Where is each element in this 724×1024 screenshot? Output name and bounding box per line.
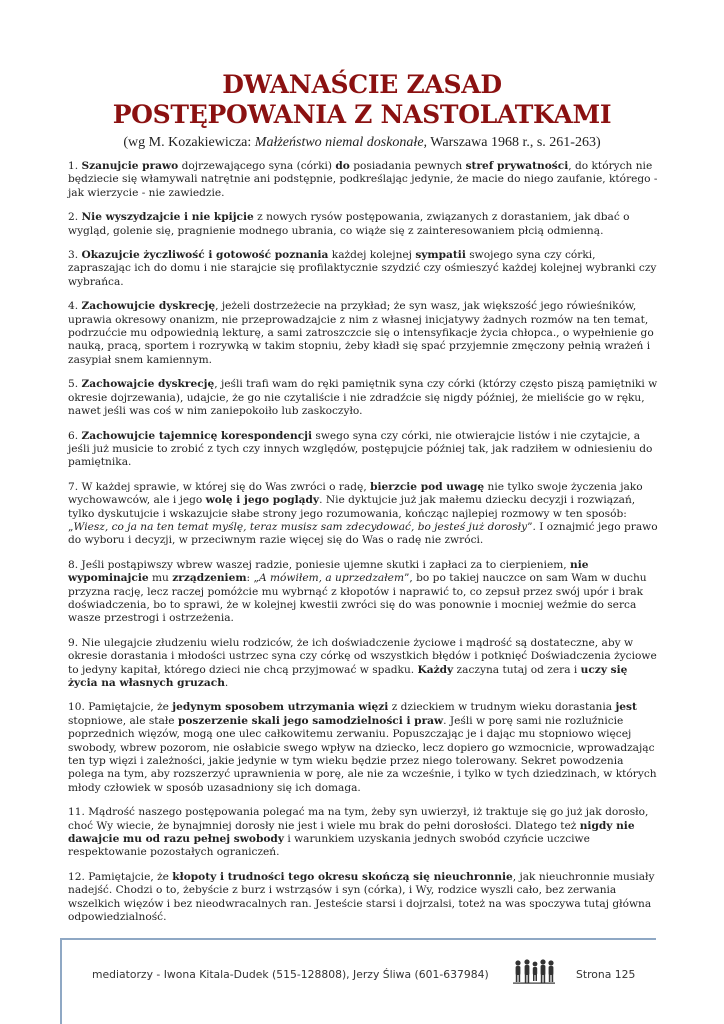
rule-text-segment: sympatii [415, 249, 466, 262]
rule-text-segment: jedynym sposobem utrzymania więzi [172, 701, 389, 714]
rule-12 [68, 871, 660, 925]
rule-text-segment: mu [148, 572, 173, 585]
rule-11 [68, 806, 660, 860]
rule-text-segment: każdej kolejnej [328, 249, 416, 262]
rule-text-segment: poszerzenie skali jego samodzielności i praw [177, 714, 444, 727]
rule-text-segment: jest [615, 701, 637, 714]
rule-text-segment: nie tylko swoje życzenia jako wychowawców, ale i jego [68, 480, 643, 507]
rule-text-segment: nie wypominajcie [68, 558, 589, 585]
rule-text-segment: nigdy nie dawajcie mu od razu pełnej swobody [68, 819, 635, 846]
rule-text-segment: 4. [68, 300, 82, 313]
footer-side-rule [60, 938, 62, 1024]
rule-text-segment: Nie wyszydzajcie i nie kpijcie [81, 211, 254, 224]
rule-text-segment: Szanujcie prawo [81, 160, 179, 172]
rule-text-segment: Wiesz, co ja na ten temat myślę, teraz musisz sam zdecydować, bo jesteś już dorosły [73, 520, 528, 533]
rule-text-segment: , jeśli trafi wam do ręki pamiętnik syna czy córki (którzy często piszą pamiętniki w okresie dojrzewania), udajcie, że go nie czytaliście i nie zdradźcie się nigdy później, że mieliście go w ręku, nawet jeśli was coś w nim zaniepokoiło lub zaskoczyło. [68, 378, 658, 418]
rule-text-segment: wolę i jego poglądy [205, 494, 320, 507]
page-title [40, 70, 684, 130]
rule-2 [68, 211, 660, 238]
rule-text-segment: do [335, 160, 350, 172]
rule-text-segment: 9. Nie ulegajcie złudzeniu wielu rodziców, że ich doświadczenie życiowe i mądrość są dostateczne, aby w okresie dorastania i młodości ustrzec syna czy córkę od wszystkich błędów i potknięć Doświadczenia życiowe to jedyny kapitał, którego dzieci nie chcą przyjmować w spadku. [68, 636, 657, 676]
citation-prefix: (wg M. Kozakiewicza: [123, 135, 255, 150]
rule-text-segment: stref prywatności [465, 160, 569, 172]
rule-text-segment: swego syna czy córki, nie otwierajcie listów i nie czytajcie, a jeśli już musicie to zrobić z tych czy innych względów, postępujcie później tak, jak radziłem w odniesieniu do pamiętnika. [68, 429, 653, 469]
rule-text-segment: 6. [68, 429, 82, 442]
rule-text-segment: Zachowujcie tajemnicę korespondencji [81, 429, 313, 442]
rule-text-segment: dojrzewającego syna (córki) [178, 160, 336, 172]
rule-text-segment: kłopoty i trudności tego okresu skończą się nieuchronnie [172, 870, 513, 883]
rule-text-segment: . Nie dyktujcie już jak małemu dziecku decyzji i rozwiązań, tylko dyskutujcie i wskazujcie słabe strony jego rozumowania, kończąc najlepiej rozmowy w ten sposób: „ [68, 494, 636, 533]
rule-text-segment: . [224, 677, 229, 689]
source-citation [40, 134, 684, 152]
rule-6 [68, 430, 660, 470]
rule-text-segment: . Jeśli w porę sami nie rozluźnicie poprzednich więzów, mogą one ulec całkowitemu zerwaniu. Popuszczając je i dając mu stopniowo więcej swobody, wbrew pozorom, nie osłabicie swego wpływ na dziecko, lecz dopiero go wzmocnicie, wprowadzając ten typ więzi i zależności, jakie jedynie w tym wieku będzie przez niego tolerowany. Sekret powodzenia polega na tym, aby rozszerzyć uprawnienia w porę, ale nie za wcześnie, i tylko w tych dziedzinach, w których młody człowiek w sposób uzasadniony się ich domaga. [68, 714, 657, 794]
rule-text-segment: , jeżeli dostrzeżecie na przykład; że syn wasz, jak większość jego rówieśników, uprawia okresowy onanizm, nie przeprowadzajcie z nim z własnej inicjatywy żadnych rozmów na ten temat, podrzućcie mu odpowiednią lekturę, a sami zatroszczcie się o intensyfikacje życia chłopca., o wypełnienie go nauką, pracą, sportem i rozrywką w takim stopniu, żeby kładł się spać przyjemnie zmęczony pełnią wrażeń i zasypiał snem kamiennym. [68, 300, 654, 366]
rule-8 [68, 559, 660, 626]
page-number: Strona 125 [576, 968, 636, 981]
rule-text-segment: i warunkiem uzyskania jednych swobód czyńcie uczciwe respektowanie pozostałych ograniczeń. [68, 833, 590, 859]
people-group-logo-icon [512, 957, 556, 985]
rule-text-segment: 11. Mądrość naszego postępowania polegać ma na tym, żeby syn uwierzył, iż traktuje się go już jak dorosło, choć Wy wiecie, że bynajmniej dorosły nie jest i wiele mu brak do pełni dorosłości. Dlatego też [68, 806, 649, 832]
rule-1 [68, 160, 660, 200]
rule-text-segment: swojego syna czy córki, zapraszając ich do domu i nie starajcie się profilaktycznie szydzić czy ośmieszyć każdej kolejnej wybranki czy wybrańca. [68, 249, 657, 288]
rule-text-segment: 8. Jeśli postąpiwszy wbrew waszej radzie, poniesie ujemne skutki i zapłaci za to cierpieniem, [68, 558, 571, 571]
rule-text-segment: , jak nieuchronnie musiały nadejść. Chodzi o to, żebyście z burz i wstrząsów i syn (córka), i Wy, rodzice wyszli cało, bez zerwania wszelkich więzów i bez nieodwracalnych ran. Jesteście starsi i dojrzalsi, toteż na was spoczywa tutaj główna odpowiedzialność. [68, 870, 655, 924]
rule-text-segment: 2. [68, 211, 82, 224]
rules-list [68, 160, 660, 936]
rule-text-segment: : „ [246, 572, 259, 585]
rule-text-segment: 5. [68, 378, 82, 391]
rule-text-segment: zrządzeniem [172, 572, 247, 585]
rule-9 [68, 637, 660, 691]
rule-text-segment: A mówiłem, a uprzedzałem [258, 572, 404, 585]
rule-3 [68, 249, 660, 289]
footer-contact: mediatorzy - Iwona Kitala-Dudek (515-128808), Jerzy Śliwa (601-637984) [92, 968, 489, 981]
rule-text-segment: posiadania pewnych [349, 160, 466, 172]
rule-text-segment: Zachowajcie dyskrecję [81, 378, 215, 391]
rule-text-segment: bierzcie pod uwagę [370, 480, 485, 493]
rule-text-segment: ”. I oznajmić jego prawo do wyboru i decyzji, w przeciwnym razie więcej się do Was o radę nie zwróci. [68, 520, 658, 547]
rule-text-segment: Zachowujcie dyskrecję [81, 300, 216, 313]
citation-suffix: Warszawa 1968 r., s. 261-263) [427, 135, 601, 150]
citation-book-title: Małżeństwo niemal doskonałe, [254, 135, 428, 150]
rule-text-segment: z dzieckiem w trudnym wieku dorastania [388, 701, 616, 714]
rule-text-segment: 1. [68, 160, 82, 172]
title-line-1: DWANAŚCIE ZASAD [222, 70, 502, 99]
rule-text-segment: Każdy [417, 663, 454, 676]
rule-text-segment: ”, bo po takiej nauczce on sam Wam w duchu przyzna rację, lecz raczej pomóżcie mu wybrnąć z kłopotów i naprawić to, co zepsuł przez swój upór i brak doświadczenia, bo to sprawi, że w kolejnej kwestii zwróci się do was ponownie i mocniej weźmie do serca wasze przestrogi i ostrzeżenia. [68, 572, 647, 625]
rule-10 [68, 701, 660, 795]
rule-text-segment: 3. [68, 249, 82, 262]
rule-5 [68, 378, 660, 418]
footer-divider [60, 938, 656, 940]
rule-4 [68, 300, 660, 367]
rule-text-segment: Okazujcie życzliwość i gotowość poznania [81, 249, 329, 262]
rule-text-segment: 12. Pamiętajcie, że [68, 870, 173, 883]
rule-text-segment: , do których nie będziecie się włamywali natrętnie ani podstępnie, podkreślając jedynie, że macie do niego zaufanie, którego - jak wierzycie - nie zawiedzie. [68, 160, 658, 199]
rule-text-segment: 7. W każdej sprawie, w której się do Was zwróci o radę, [68, 480, 371, 493]
rule-text-segment: zaczyna tutaj od zera i [453, 663, 581, 676]
rule-text-segment: stopniowe, ale stałe [68, 714, 178, 727]
rule-text-segment: 10. Pamiętajcie, że [68, 701, 173, 714]
rule-text-segment: z nowych rysów postępowania, związanych z dorastaniem, jak dbać o wygląd, golenie się, pragnienie modnego ubrania, co wiąże się z zainteresowaniem płcią odmienną. [68, 211, 630, 237]
rule-7 [68, 481, 660, 548]
title-line-2: POSTĘPOWANIA Z NASTOLATKAMI [112, 100, 612, 129]
rule-text-segment: uczy się życia na własnych gruzach [68, 663, 628, 689]
